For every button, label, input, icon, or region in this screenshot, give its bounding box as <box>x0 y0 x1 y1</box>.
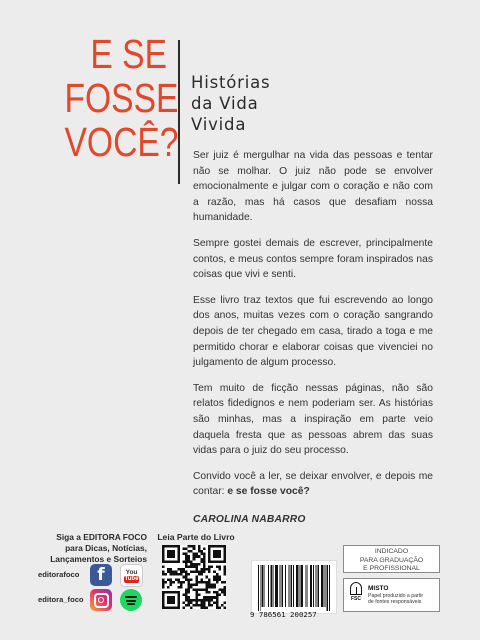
audience-line-3: E PROFISSIONAL <box>363 565 420 572</box>
synopsis-paragraph-3: Esse livro traz textos que fui escrevendo ao longo dos anos, muitas vezes com o coração sangrando depois de ter chegado em casa, tirado a toga e me permitido chorar e elaborar coisas que vivenciei no julgamento de algum processo. <box>193 294 433 369</box>
fsc-logo-icon <box>349 582 363 608</box>
facebook-icon[interactable]: f <box>90 564 112 586</box>
instagram-handle: editora_foco <box>38 595 84 604</box>
subtitle-line-3: Vivida <box>191 115 247 134</box>
author-name: CAROLINA NABARRO <box>193 513 306 525</box>
facebook-handle: editorafoco <box>38 570 80 579</box>
social-row-instagram-spotify <box>38 589 153 613</box>
isbn-number: 9 786561 200257 <box>250 610 317 619</box>
subtitle-line-1: Histórias <box>191 73 271 92</box>
title-line-1: E SE <box>90 31 167 77</box>
fsc-line-1: Papel produzido a partir <box>368 593 424 599</box>
closing-question: e se fosse você? <box>227 486 310 498</box>
synopsis-paragraph-5 <box>193 469 433 500</box>
isbn-barcode <box>251 560 337 614</box>
promo-line-2: para Dicas, Notícias, <box>65 543 147 553</box>
fsc-certification <box>343 578 440 612</box>
youtube-tube-text: Tube <box>124 575 139 582</box>
synopsis-paragraph-4: Tem muito de ficção nessas páginas, não são relatos fidedignos e nem poderiam ser. As histórias são minhas, mas a inspiração em parte veio daquela fresta que as pessoas abrem das suas vidas para o juiz do seu processo. <box>193 382 433 457</box>
fsc-line-2: de fontes responsáveis <box>368 599 422 605</box>
synopsis-paragraph-2: Sempre gostei demais de escrever, principalmente contos, e meus contos sempre foram inspirados nas coisas que vivi e senti. <box>193 237 433 281</box>
fsc-text <box>368 585 423 605</box>
subtitle-line-2: da Vida <box>191 94 259 113</box>
title-line-2: FOSSE <box>64 75 179 121</box>
audience-badge <box>343 545 440 573</box>
qr-code[interactable] <box>162 545 226 609</box>
synopsis-paragraph-1: Ser juiz é mergulhar na vida das pessoas e tentar não se molhar. O juiz não pode se envolver emocionalmente e julgar com o coração e não com a razão, mas há casos que desafiam nossa humanidade. <box>193 150 433 224</box>
promo-line-3: Lançamentos e Sorteios <box>50 554 147 564</box>
audience-line-2: PARA GRADUAÇÃO <box>359 556 424 564</box>
youtube-icon[interactable] <box>120 564 143 587</box>
title-divider <box>178 40 180 184</box>
fsc-title: MISTO <box>368 585 389 592</box>
book-title <box>64 31 179 165</box>
synopsis <box>193 148 433 527</box>
instagram-icon[interactable] <box>90 589 112 611</box>
publisher-promo <box>22 532 147 565</box>
social-row-facebook-youtube <box>38 564 153 588</box>
fsc-logo-text: FSC <box>351 596 361 602</box>
spotify-icon[interactable] <box>120 589 142 611</box>
title-line-3: VOCÊ? <box>64 119 179 165</box>
audience-line-1: INDICADO <box>374 548 409 555</box>
qr-code-label: Leia Parte do Livro <box>157 532 235 542</box>
book-subtitle <box>191 72 270 135</box>
youtube-you-text: You <box>125 568 138 576</box>
promo-line-1: Siga a EDITORA FOCO <box>56 532 147 542</box>
closing-text: Convido você a ler, se deixar envolver, e depois me contar: <box>193 470 433 498</box>
